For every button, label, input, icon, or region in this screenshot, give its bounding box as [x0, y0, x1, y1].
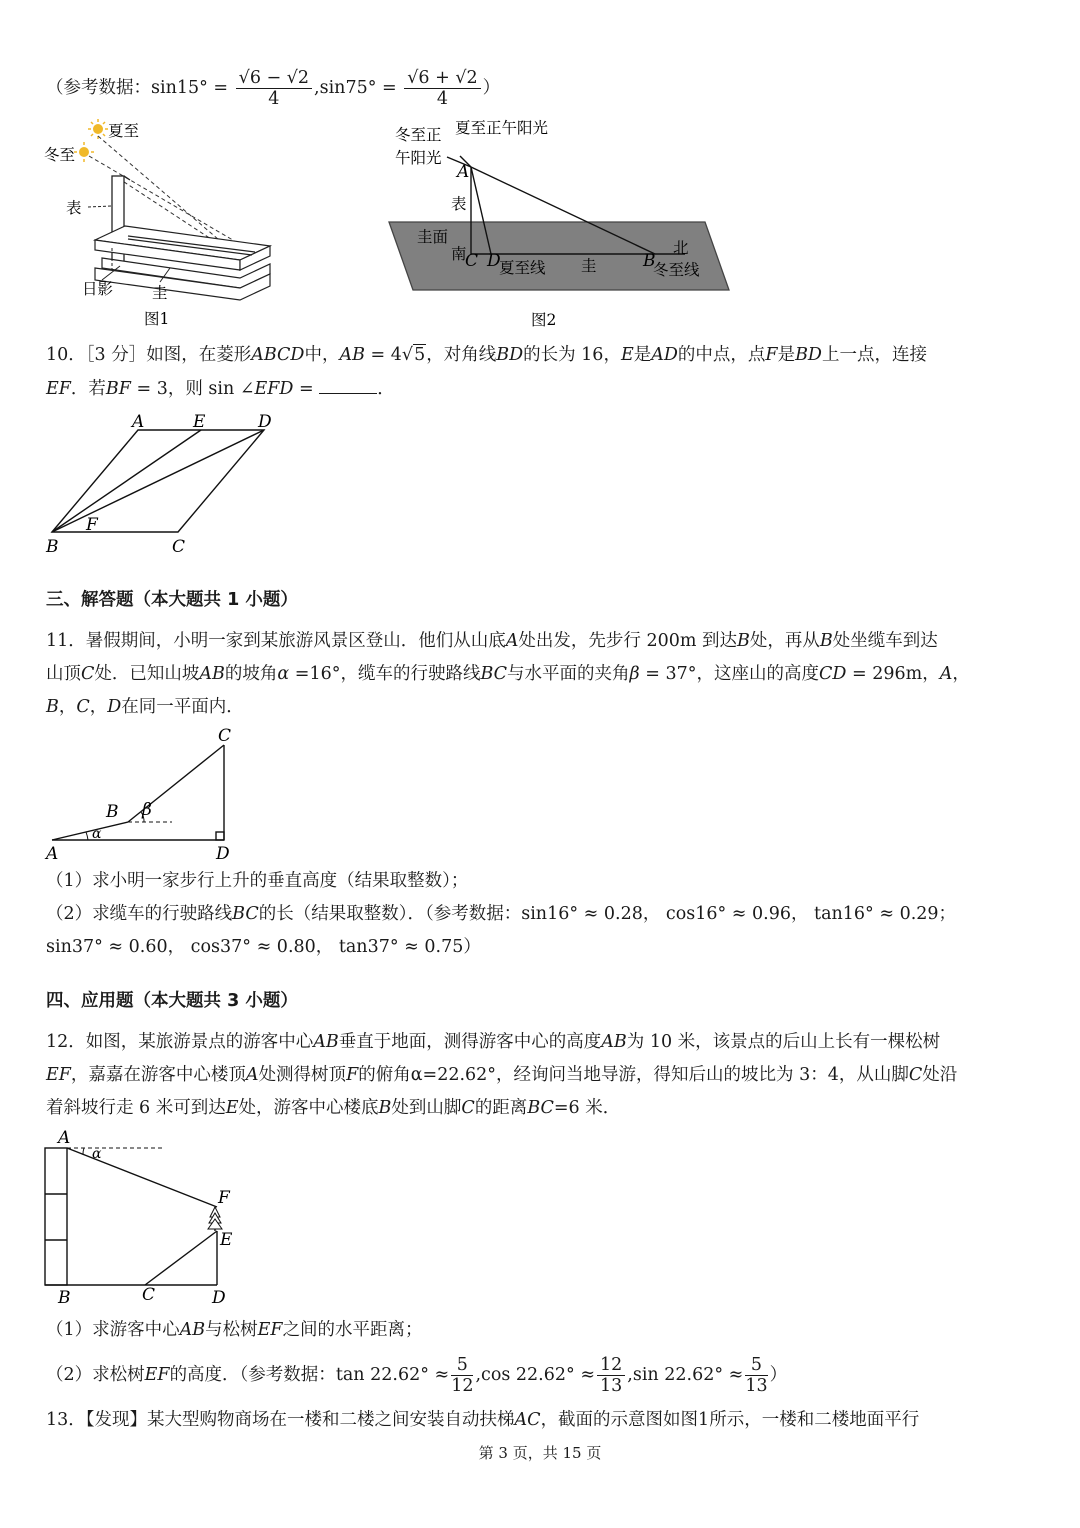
q10-ab: AB [339, 345, 365, 365]
ref-data-line [46, 64, 500, 112]
q10-f: F [765, 345, 778, 365]
q12-p1-ab: AB [179, 1320, 206, 1340]
q12-label-b: B [58, 1288, 71, 1308]
q11-part-1: （1）求小明一家步行上升的垂直高度（结果取整数）； [46, 871, 469, 891]
q12-cos: ,cos 22.62° ≈ [475, 1365, 595, 1385]
q11-label-c: C [218, 726, 232, 746]
q10-label-b: B [46, 537, 59, 557]
q10-radical: √5 [401, 345, 426, 365]
q12-label-d: D [212, 1288, 226, 1308]
q12-b: B [378, 1098, 392, 1118]
q12-t2: 垂直于地面，测得游客中心的高度 [338, 1032, 602, 1052]
q11-ab: AB [199, 664, 225, 684]
q10-shape: ABCD [251, 345, 305, 365]
q10-label-f: F [86, 515, 98, 535]
q12-t6: 的俯角α=22.62°，经询问当地导游，得知后山的坡比为 3：4，从山脚 [358, 1065, 909, 1085]
q10-label-e: E [193, 412, 206, 432]
q12-sin-frac [745, 1355, 767, 1396]
q11-label-b: B [106, 802, 119, 822]
q10-text-1: 10．［3 分］如图，在菱形 [46, 345, 252, 365]
q10-e: E [620, 345, 634, 365]
q10-line-1 [46, 343, 927, 367]
label-point-c: C [465, 251, 479, 271]
q10-bd: BD [496, 345, 524, 365]
q10-text-4: 的长为 16， [523, 345, 621, 365]
q11-line-1 [46, 629, 938, 653]
q11-c3: C [76, 697, 90, 717]
q12-tan-frac [451, 1355, 473, 1396]
q12-label-alpha: α [92, 1146, 102, 1162]
q12-p2-ef: EF [144, 1365, 170, 1385]
q12-tan: tan 22.62° ≈ [335, 1365, 450, 1385]
q12-ab2: AB [601, 1032, 627, 1052]
label-winter-noon-2: 午阳光 [395, 149, 442, 167]
q10-eq: = 4 [364, 345, 402, 365]
q12-t1: 12．如图，某旅游景点的游客中心 [46, 1032, 314, 1052]
q12-t12: =6 米． [553, 1098, 621, 1118]
q13-ac: AC [514, 1410, 541, 1430]
sin15-numerator: √6 − √2 [236, 68, 312, 89]
label-winter-solstice: 冬至 [44, 146, 76, 164]
q11-line-2 [46, 662, 970, 686]
label-gui: 圭 [152, 284, 168, 302]
q10-text-5: 是 [633, 345, 652, 365]
ref-sin75: ,sin75° = [314, 78, 397, 98]
q12-tan-den: 12 [451, 1376, 474, 1396]
q10-answer-blank[interactable] [319, 377, 377, 394]
q12-line-1 [46, 1030, 940, 1054]
label-gui-plane: 圭面 [417, 228, 449, 246]
q11-t11: = 296m， [846, 664, 940, 684]
q11-p2-t2: 的长（结果取整数）．（参考数据：sin16° ≈ 0.28， cos16° ≈ 0.96， tan16° ≈ 0.29； [258, 904, 957, 924]
q12-line-2 [46, 1063, 957, 1087]
q10-text-8: 上一点，连接 [821, 345, 927, 365]
q11-b2: B [819, 631, 833, 651]
q11-label-a: A [46, 844, 59, 864]
label-gnomon: 表 [66, 199, 82, 217]
pine-tree-icon [208, 1207, 222, 1229]
q12-a: A [245, 1065, 259, 1085]
q12-part-2 [46, 1352, 787, 1398]
q11-label-alpha: α [92, 826, 102, 842]
label-south: 南 [451, 245, 467, 263]
sin75-denominator: 4 [436, 89, 449, 109]
q10-line-2 [46, 377, 395, 401]
q11-t6: 处．已知山坡 [94, 664, 200, 684]
q11-t8: =16°，缆车的行驶路线 [289, 664, 481, 684]
label-winter-noon-1: 冬至正 [395, 126, 442, 144]
label-summer-line: 夏至线 [499, 259, 546, 277]
q10-text-6: 的中点，点 [677, 345, 766, 365]
q11-t2: 处出发，先步行 200m 到达 [518, 631, 738, 651]
gui-base [95, 226, 270, 300]
section-4-heading: 四、应用题（本大题共 3 小题） [46, 991, 298, 1011]
label-summer-noon: 夏至正午阳光 [455, 119, 549, 137]
section-3-heading: 三、解答题（本大题共 1 小题） [46, 590, 298, 610]
q11-b: B [737, 631, 750, 651]
q12-sin: ,sin 22.62° ≈ [627, 1365, 744, 1385]
label-point-a: A [457, 162, 470, 182]
label-north: 北 [673, 239, 689, 257]
q10-label-a: A [132, 412, 145, 432]
q12-label-e: E [220, 1230, 233, 1250]
q11-b3: B [46, 697, 59, 717]
q12-c2: C [461, 1098, 475, 1118]
q11-beta: β [629, 664, 640, 684]
q12-sin-den: 13 [745, 1376, 768, 1396]
page-footer: 第 3 页，共 15 页 [478, 1444, 602, 1462]
q10-bd-2: BD [795, 345, 822, 365]
sun-winter-icon [74, 142, 94, 162]
q11-t14: ， [89, 697, 108, 717]
q11-t4: 处坐缆车到达 [832, 631, 938, 651]
label-shadow: 日影 [82, 280, 114, 298]
q12-part-1 [46, 1318, 423, 1342]
q11-t10: = 37°，这座山的高度 [639, 664, 819, 684]
q11-p2-t1: （2）求缆车的行驶路线 [46, 904, 233, 924]
figure-1-gnomon [40, 118, 340, 333]
q11-t7: 的坡角 [224, 664, 278, 684]
label-winter-line: 冬至线 [653, 261, 700, 279]
q12-sin-num: 5 [745, 1355, 767, 1376]
q10-text-9: ．若 [70, 379, 106, 399]
ref-open: （参考数据： [46, 78, 151, 98]
q12-t5: 处测得树顶 [258, 1065, 347, 1085]
sin15-fraction [236, 68, 312, 109]
q12-p1-t2: 与松树 [205, 1320, 258, 1340]
figure-q11-mountain [40, 725, 260, 865]
q11-t3: 处，再从 [749, 631, 820, 651]
q12-tan-num: 5 [451, 1355, 473, 1376]
label-summer-solstice: 夏至 [108, 122, 140, 140]
q12-p2-t2: 的高度．（参考数据： [169, 1365, 336, 1385]
q10-text-7: 是 [777, 345, 796, 365]
q11-alpha: α [277, 664, 290, 684]
q12-e: E [225, 1098, 239, 1118]
q12-cos-num: 12 [597, 1355, 625, 1376]
q12-bc: BC [527, 1098, 554, 1118]
figure-q10-rhombus [40, 410, 300, 560]
label-point-d: D [487, 251, 501, 271]
q12-p2-t1: （2）求松树 [46, 1365, 145, 1385]
q11-label-beta: β [142, 800, 152, 820]
q10-ad: AD [651, 345, 678, 365]
q12-ab: AB [313, 1032, 339, 1052]
label-point-b: B [643, 251, 656, 271]
q12-t4: ，嘉嘉在游客中心楼顶 [70, 1065, 246, 1085]
q10-bf: BF [105, 379, 131, 399]
q11-t1: 11．暑假期间，小明一家到某旅游风景区登山．他们从山底 [46, 631, 506, 651]
q11-t15: 在同一平面内． [121, 697, 244, 717]
q11-c: C [81, 664, 95, 684]
q11-p2-bc: BC [232, 904, 259, 924]
q12-cos-frac [597, 1355, 625, 1396]
q12-t9: 处，游客中心楼底 [238, 1098, 379, 1118]
q10-ef: EF [46, 379, 71, 399]
figure-2-sunlight [385, 113, 745, 333]
figure-2-caption: 图2 [531, 311, 557, 329]
q12-t3: 为 10 米，该景点的后山上长有一棵松树 [626, 1032, 941, 1052]
q12-p1-ef: EF [257, 1320, 283, 1340]
q10-text-11: = [293, 379, 320, 399]
q10-label-d: D [258, 412, 272, 432]
sin75-numerator: √6 + √2 [404, 68, 480, 89]
sin15-denominator: 4 [268, 89, 280, 109]
q12-t8: 着斜坡行走 6 米可到达 [46, 1098, 226, 1118]
q10-text-3: ，对角线 [426, 345, 497, 365]
q10-text-10: = 3，则 sin ∠ [130, 379, 255, 399]
q12-t7: 处沿 [922, 1065, 958, 1085]
q11-part-2-cont: sin37° ≈ 0.60， cos37° ≈ 0.80， tan37° ≈ 0.75） [46, 937, 481, 957]
q11-label-d: D [216, 844, 230, 864]
ref-close: ） [482, 78, 501, 98]
q12-cos-den: 13 [600, 1376, 623, 1396]
q13-t2: ，截面的示意图如图1所示，一楼和二楼地面平行 [540, 1410, 920, 1430]
q11-d3: D [107, 697, 122, 717]
q12-c: C [908, 1065, 923, 1085]
q11-a: A [505, 631, 519, 651]
q12-p1-t3: 之间的水平距离； [282, 1320, 423, 1340]
q12-t10: 处到山脚 [391, 1098, 462, 1118]
q11-t12: ， [952, 664, 970, 684]
q11-a2: A [939, 664, 953, 684]
q12-label-f: F [218, 1188, 230, 1208]
sin75-fraction [404, 68, 480, 109]
q11-line-3 [46, 695, 244, 719]
q12-line-3 [46, 1096, 620, 1120]
q11-bc: BC [480, 664, 508, 684]
q12-label-c: C [142, 1285, 156, 1305]
q11-t13: ， [58, 697, 77, 717]
q13-line-1 [46, 1408, 919, 1432]
q10-efd: EFD [254, 379, 294, 399]
q12-ef: EF [46, 1065, 71, 1085]
q10-text-12: ． [377, 379, 395, 399]
q10-label-c: C [172, 537, 186, 557]
ref-sin15: sin15° = [151, 78, 229, 98]
q12-close: ） [769, 1365, 788, 1385]
q12-label-a: A [58, 1128, 71, 1148]
label-gnomon-2: 表 [451, 195, 467, 213]
figure-1-caption: 图1 [144, 310, 170, 328]
label-gui-2: 圭 [581, 257, 597, 275]
q13-t1: 13．【发现】某大型购物商场在一楼和二楼之间安装自动扶梯 [46, 1410, 515, 1430]
q12-f: F [346, 1065, 359, 1085]
q11-t5: 山顶 [46, 664, 81, 684]
q11-t9: 与水平面的夹角 [507, 664, 630, 684]
q12-p1-t1: （1）求游客中心 [46, 1320, 180, 1340]
q11-part-2 [46, 902, 956, 926]
q12-t11: 的距离 [474, 1098, 528, 1118]
q11-cd: CD [818, 664, 847, 684]
q10-text-2: 中， [304, 345, 340, 365]
q10-radicand: 5 [414, 345, 426, 365]
figure-q12-tree [40, 1125, 270, 1315]
